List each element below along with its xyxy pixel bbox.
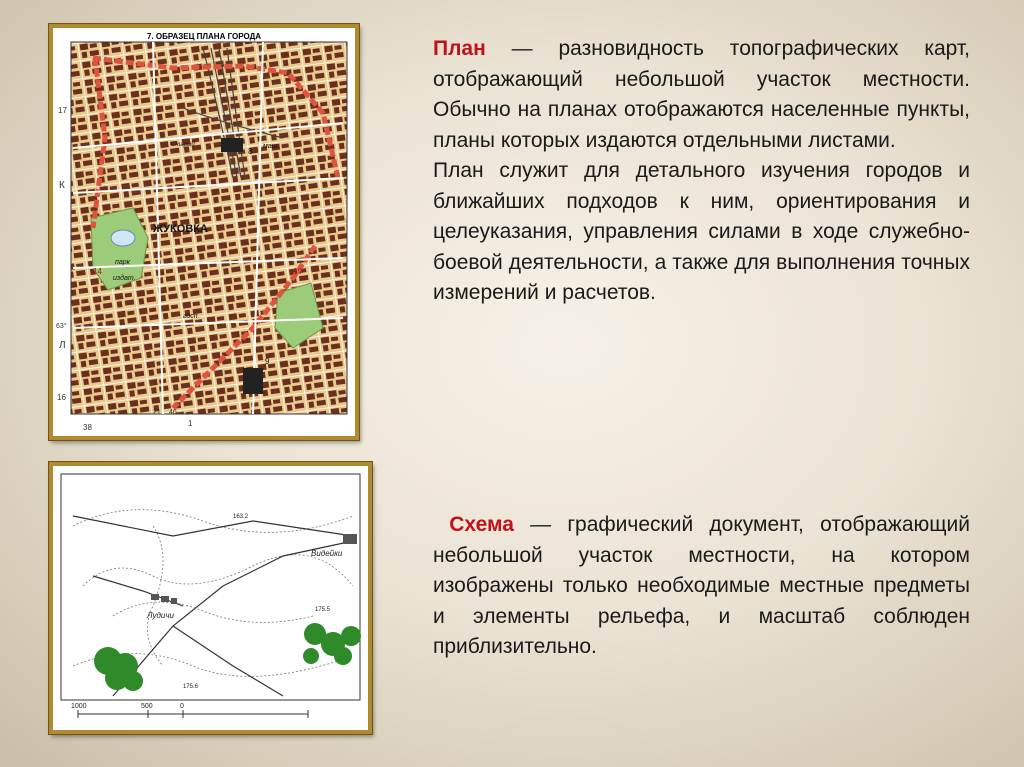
city-plan-illustration <box>53 28 355 436</box>
map-number: 9 <box>265 357 270 366</box>
scale-label: 0 <box>180 703 184 710</box>
margin-label: 16 <box>57 393 66 402</box>
margin-label: 38 <box>83 423 92 432</box>
map-number: 10 <box>293 267 302 276</box>
plan-description <box>433 34 970 309</box>
city-plan-map <box>49 24 359 440</box>
map-number: 8 <box>248 147 253 156</box>
hospital-label: госп. <box>183 313 200 320</box>
old-town-label: Старый <box>171 142 195 148</box>
margin-label: К <box>59 180 65 191</box>
plan-map-title: 7. ОБРАЗЕЦ ПЛАНА ГОРОДА <box>146 32 262 41</box>
margin-label: 17 <box>58 106 67 115</box>
plan-usage-paragraph: План служит для детального изучения городов и ближайших подходов к ним, ориентирования и целеуказания, управления силами в ходе служебно-боевой деятельности, а также для выполнения точных измерений и расчетов. <box>433 159 970 304</box>
plan-term: План <box>433 37 486 60</box>
map-number: 14 <box>93 267 102 276</box>
village-house <box>343 534 357 544</box>
district-label: ЖУКОВКА <box>153 223 208 235</box>
publisher-label: издат. <box>113 275 136 282</box>
park-label: парк <box>115 259 130 266</box>
plan-definition: — разновидность топографических карт, отображающий небольшой участок местности. Обычно на планах отображаются населенные пункты, планы которых издаются отдельными листами. <box>433 37 970 152</box>
scheme-description <box>433 510 970 663</box>
height-mark: 175.6 <box>183 684 199 690</box>
margin-label: 63° <box>56 323 67 330</box>
margin-label: Л <box>59 340 66 351</box>
village-house <box>171 598 177 604</box>
scale-label: 500 <box>141 703 153 710</box>
margin-label: 21 <box>153 409 161 416</box>
village-house <box>151 594 159 600</box>
margin-label: 1 <box>188 419 193 428</box>
village-house <box>161 596 169 602</box>
factory-label: маш. <box>263 143 280 150</box>
scheme-term: Схема <box>449 513 514 536</box>
plan-definition-paragraph <box>433 34 970 156</box>
height-mark: 175.5 <box>315 607 331 613</box>
scheme-map <box>49 462 372 734</box>
scheme-illustration <box>53 466 368 730</box>
scale-label: 1000 <box>71 703 87 710</box>
place-label: Лудичи <box>147 611 174 620</box>
scheme-definition-paragraph <box>433 510 970 663</box>
place-label: Видейки <box>311 549 343 558</box>
scheme-definition: — графический документ, отображающий небольшой участок местности, на котором изображены только необходимые местные предметы и элементы рельефа, и масштаб соблюден приблизительно. <box>433 513 970 658</box>
margin-label: 46 <box>169 409 177 416</box>
height-mark: 163.2 <box>233 514 249 520</box>
